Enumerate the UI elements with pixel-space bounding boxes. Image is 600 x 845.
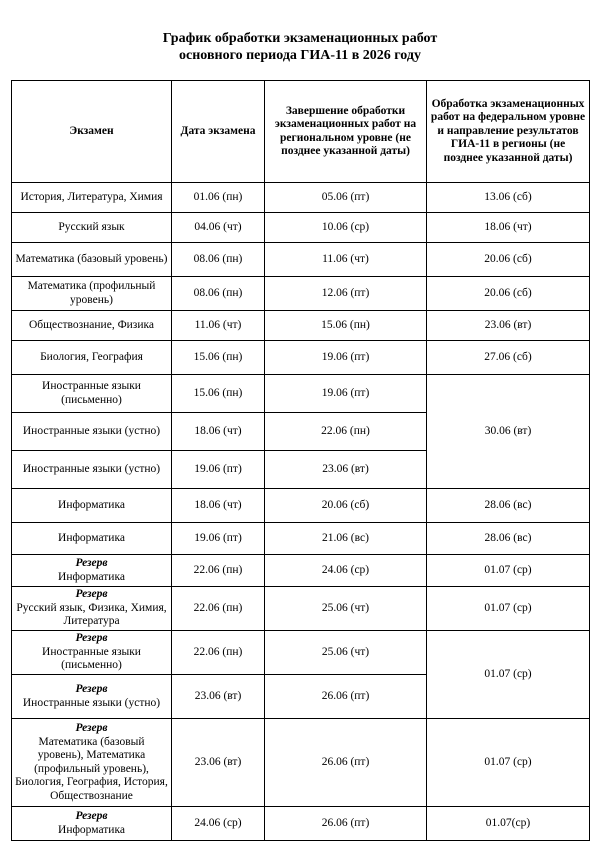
federal-cell: 28.06 (вс)	[427, 523, 590, 555]
table-row	[12, 631, 590, 675]
date-cell: 22.06 (пн)	[172, 555, 265, 587]
exam-cell: Информатика	[12, 523, 172, 555]
date-cell: 08.06 (пн)	[172, 243, 265, 277]
exam-cell	[12, 631, 172, 675]
federal-cell: 30.06 (вт)	[427, 375, 590, 489]
reserve-label: Резерв	[75, 722, 108, 734]
exam-name: Математика (базовый уровень), Математика (профильный уровень), Биология, География, История, Обществознание	[15, 735, 168, 802]
table-row	[12, 213, 590, 243]
exam-name: Русский язык, Физика, Химия, Литература	[16, 601, 167, 628]
regional-cell: 25.06 (чт)	[265, 631, 427, 675]
reserve-label: Резерв	[75, 810, 108, 822]
federal-cell: 23.06 (вт)	[427, 311, 590, 341]
page-title	[0, 30, 600, 64]
regional-cell: 23.06 (вт)	[265, 451, 427, 489]
exam-name: Иностранные языки (письменно)	[42, 645, 141, 672]
date-cell: 22.06 (пн)	[172, 587, 265, 631]
table-row	[12, 489, 590, 523]
reserve-label: Резерв	[75, 632, 108, 645]
date-cell: 19.06 (пт)	[172, 523, 265, 555]
table-row	[12, 311, 590, 341]
exam-cell: Математика (профильный уровень)	[12, 277, 172, 311]
date-cell: 18.06 (чт)	[172, 489, 265, 523]
header-row	[12, 81, 590, 183]
table-row	[12, 341, 590, 375]
table-row	[12, 807, 590, 841]
exam-cell	[12, 719, 172, 807]
federal-cell: 01.07 (ср)	[427, 631, 590, 719]
reserve-label: Резерв	[75, 683, 108, 695]
federal-cell: 27.06 (сб)	[427, 341, 590, 375]
header-federal: Обработка экзаменационных работ на федеральном уровне и направление результатов ГИА-11 в регионы (не позднее указанной даты)	[427, 81, 590, 183]
header-date: Дата экзамена	[172, 81, 265, 183]
regional-cell: 05.06 (пт)	[265, 183, 427, 213]
date-cell: 24.06 (ср)	[172, 807, 265, 841]
exam-cell	[12, 675, 172, 719]
table-row	[12, 243, 590, 277]
exam-cell: Иностранные языки (письменно)	[12, 375, 172, 413]
regional-cell: 11.06 (чт)	[265, 243, 427, 277]
regional-cell: 12.06 (пт)	[265, 277, 427, 311]
exam-cell: Биология, География	[12, 341, 172, 375]
date-cell: 04.06 (чт)	[172, 213, 265, 243]
regional-cell: 10.06 (ср)	[265, 213, 427, 243]
regional-cell: 19.06 (пт)	[265, 341, 427, 375]
regional-cell: 21.06 (вс)	[265, 523, 427, 555]
regional-cell: 26.06 (пт)	[265, 675, 427, 719]
exam-cell: Математика (базовый уровень)	[12, 243, 172, 277]
regional-cell: 24.06 (ср)	[265, 555, 427, 587]
regional-cell: 22.06 (пн)	[265, 413, 427, 451]
table-row	[12, 277, 590, 311]
federal-cell: 18.06 (чт)	[427, 213, 590, 243]
table-row	[12, 523, 590, 555]
table-row	[12, 555, 590, 587]
table-row	[12, 375, 590, 413]
exam-cell: Иностранные языки (устно)	[12, 413, 172, 451]
regional-cell: 26.06 (пт)	[265, 719, 427, 807]
date-cell: 19.06 (пт)	[172, 451, 265, 489]
schedule-table	[11, 80, 590, 841]
regional-cell: 19.06 (пт)	[265, 375, 427, 413]
header-regional: Завершение обработки экзаменационных работ на региональном уровне (не позднее указанной даты)	[265, 81, 427, 183]
table-row	[12, 587, 590, 631]
exam-cell: Иностранные языки (устно)	[12, 451, 172, 489]
exam-name: Информатика	[58, 570, 125, 583]
date-cell: 11.06 (чт)	[172, 311, 265, 341]
federal-cell: 13.06 (сб)	[427, 183, 590, 213]
federal-cell: 28.06 (вс)	[427, 489, 590, 523]
date-cell: 22.06 (пн)	[172, 631, 265, 675]
federal-cell: 01.07 (ср)	[427, 587, 590, 631]
reserve-label: Резерв	[75, 588, 108, 601]
date-cell: 08.06 (пн)	[172, 277, 265, 311]
title-line-1: График обработки экзаменационных работ	[162, 31, 438, 46]
regional-cell: 20.06 (сб)	[265, 489, 427, 523]
federal-cell: 01.07 (ср)	[427, 555, 590, 587]
exam-cell: Обществознание, Физика	[12, 311, 172, 341]
exam-name: Иностранные языки (устно)	[22, 696, 161, 709]
date-cell: 18.06 (чт)	[172, 413, 265, 451]
exam-cell: Информатика	[12, 489, 172, 523]
date-cell: 23.06 (вт)	[172, 719, 265, 807]
table-row	[12, 719, 590, 807]
date-cell: 23.06 (вт)	[172, 675, 265, 719]
exam-cell	[12, 555, 172, 587]
regional-cell: 26.06 (пт)	[265, 807, 427, 841]
header-exam: Экзамен	[12, 81, 172, 183]
date-cell: 15.06 (пн)	[172, 375, 265, 413]
date-cell: 15.06 (пн)	[172, 341, 265, 375]
federal-cell: 01.07(ср)	[427, 807, 590, 841]
date-cell: 01.06 (пн)	[172, 183, 265, 213]
regional-cell: 15.06 (пн)	[265, 311, 427, 341]
exam-cell	[12, 587, 172, 631]
reserve-label: Резерв	[75, 557, 108, 569]
federal-cell: 20.06 (сб)	[427, 277, 590, 311]
regional-cell: 25.06 (чт)	[265, 587, 427, 631]
table-row	[12, 183, 590, 213]
title-line-2: основного периода ГИА-11 в 2026 году	[179, 48, 421, 63]
exam-cell	[12, 807, 172, 841]
exam-name: Информатика	[58, 823, 125, 836]
federal-cell: 20.06 (сб)	[427, 243, 590, 277]
exam-cell: История, Литература, Химия	[12, 183, 172, 213]
federal-cell: 01.07 (ср)	[427, 719, 590, 807]
exam-cell: Русский язык	[12, 213, 172, 243]
